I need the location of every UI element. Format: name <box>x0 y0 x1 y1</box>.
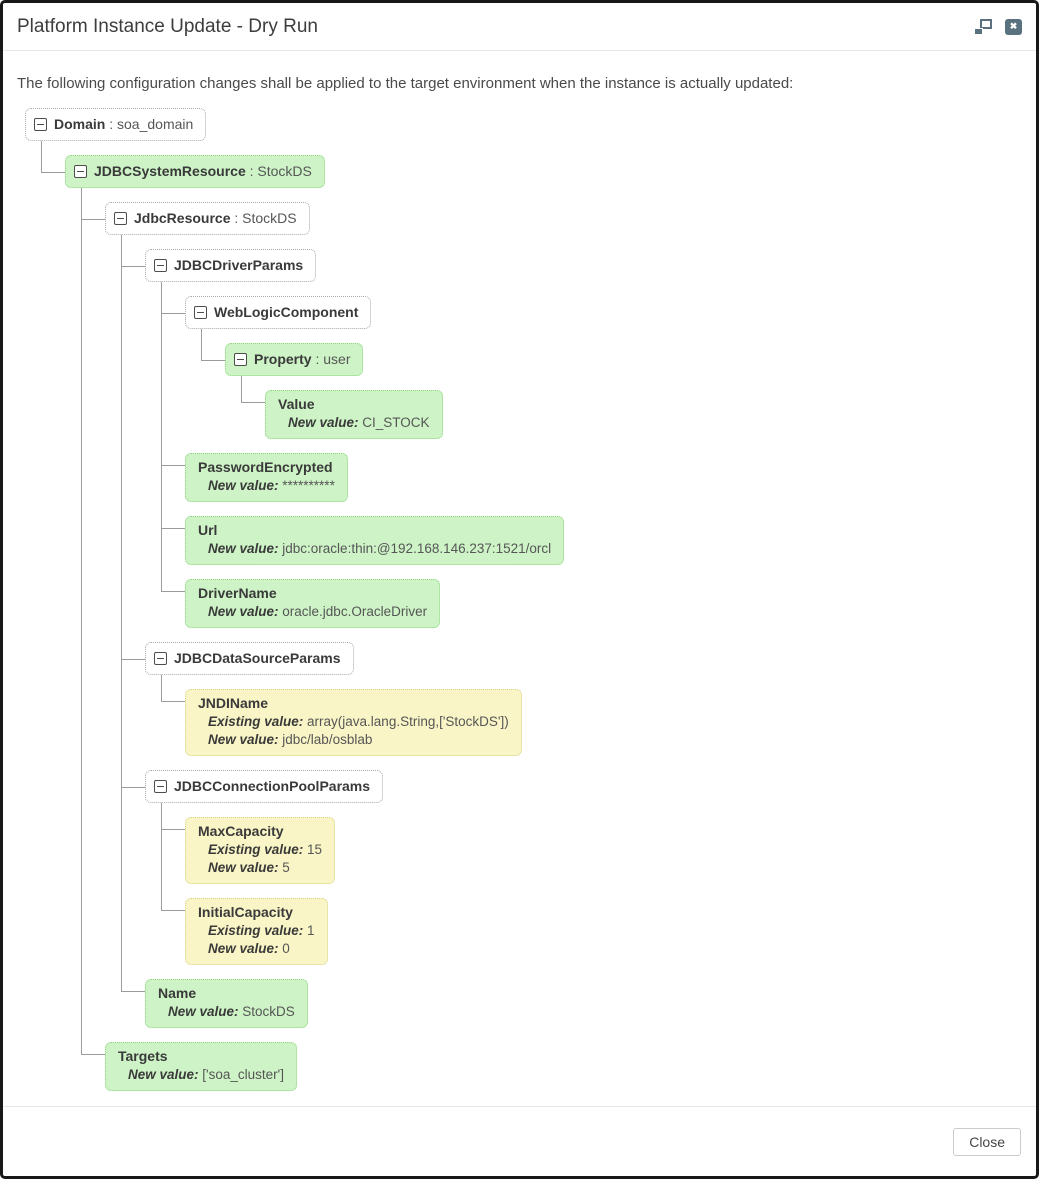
collapse-icon[interactable] <box>234 353 247 366</box>
attribute-name: Name <box>158 985 197 1001</box>
close-button[interactable]: Close <box>953 1128 1021 1156</box>
existing-value-row <box>208 713 509 731</box>
header-actions <box>974 19 1022 35</box>
dialog-title: Platform Instance Update - Dry Run <box>17 15 318 37</box>
collapse-icon[interactable] <box>74 165 87 178</box>
attribute-name: JNDIName <box>198 695 269 711</box>
value-label: Existing value: <box>208 714 304 729</box>
value-label: New value: <box>288 415 359 430</box>
value-label: New value: <box>208 941 279 956</box>
tree-connector-line <box>41 141 42 172</box>
value-text: jdbc/lab/osblab <box>278 732 373 747</box>
node-name: JDBCConnectionPoolParams <box>174 778 371 794</box>
change-tree <box>17 108 1022 1091</box>
tree-node-weblogiccomponent <box>185 296 371 329</box>
tree-connector-line <box>161 591 185 592</box>
tree-connector-line <box>41 172 65 173</box>
new-value-row <box>208 540 551 558</box>
tree-connector-line <box>81 219 105 220</box>
dialog-footer <box>3 1106 1036 1176</box>
tree-node-passwordencrypted <box>185 453 348 502</box>
tree-connector-line <box>161 313 185 314</box>
value-label: New value: <box>208 478 279 493</box>
popout-icon-front-square <box>974 28 983 35</box>
tree-connector-line <box>161 803 162 910</box>
tree-connector-line <box>201 360 225 361</box>
new-value-row <box>208 731 509 749</box>
tree-connector-line <box>121 235 122 991</box>
new-value-row <box>208 603 427 621</box>
value-label: New value: <box>208 860 279 875</box>
value-text: StockDS <box>238 1004 295 1019</box>
tree-connector-line <box>121 659 145 660</box>
node-name: JDBCSystemResource <box>94 163 246 179</box>
value-text: 15 <box>303 842 323 857</box>
tree-node-targets <box>105 1042 297 1091</box>
tree-node-jdbcconnectionpoolparams <box>145 770 383 803</box>
value-text: ['soa_cluster'] <box>198 1067 284 1082</box>
tree-connector-line <box>241 376 242 402</box>
new-value-row <box>168 1003 295 1021</box>
new-value-row <box>208 940 315 958</box>
collapse-icon[interactable] <box>194 306 207 319</box>
tree-connector-line <box>81 188 82 1054</box>
dialog-header <box>3 3 1036 51</box>
value-label: Existing value: <box>208 923 304 938</box>
attribute-name: Targets <box>118 1048 168 1064</box>
attribute-name: DriverName <box>198 585 277 601</box>
value-label: New value: <box>128 1067 199 1082</box>
value-text: oracle.jdbc.OracleDriver <box>278 604 428 619</box>
collapse-icon[interactable] <box>34 118 47 131</box>
value-text: CI_STOCK <box>358 415 430 430</box>
tree-node-drivername <box>185 579 440 628</box>
collapse-icon[interactable] <box>114 212 127 225</box>
tree-connector-line <box>161 829 185 830</box>
tree-node-jdbcdriverparams <box>145 249 316 282</box>
collapse-icon[interactable] <box>154 652 167 665</box>
value-text: array(java.lang.String,['StockDS']) <box>303 714 509 729</box>
existing-value-row <box>208 841 322 859</box>
tree-connector-line <box>121 266 145 267</box>
description-text: The following configuration changes shall be applied to the target environment when the instance is actually updated: <box>17 75 794 92</box>
tree-connector-line <box>161 701 185 702</box>
node-instance-name: : StockDS <box>230 210 297 226</box>
value-text: 5 <box>278 860 290 875</box>
existing-value-row <box>208 922 315 940</box>
node-name: Domain <box>54 116 106 132</box>
tree-connector-line <box>161 282 162 591</box>
attribute-name: InitialCapacity <box>198 904 293 920</box>
new-value-row <box>128 1066 284 1084</box>
value-text: ********** <box>278 478 335 493</box>
value-label: New value: <box>208 604 279 619</box>
node-instance-name: : user <box>311 351 351 367</box>
tree-connector-line <box>161 675 162 701</box>
tree-connector-line <box>161 910 185 911</box>
new-value-row <box>208 859 322 877</box>
attribute-name: Value <box>278 396 315 412</box>
tree-node-jdbcresource <box>105 202 310 235</box>
node-name: JDBCDriverParams <box>174 257 304 273</box>
tree-node-property <box>225 343 363 376</box>
tree-connector-line <box>161 528 185 529</box>
node-instance-name: : soa_domain <box>105 116 194 132</box>
attribute-name: Url <box>198 522 218 538</box>
tree-connector-line <box>241 402 265 403</box>
node-name: JDBCDataSourceParams <box>174 650 341 666</box>
tree-connector-line <box>121 991 145 992</box>
value-label: Existing value: <box>208 842 304 857</box>
node-name: Property <box>254 351 312 367</box>
tree-connector-line <box>81 1054 105 1055</box>
tree-node-name <box>145 979 308 1028</box>
dialog-body <box>3 51 1036 1106</box>
tree-node-maxcapacity <box>185 817 335 884</box>
value-label: New value: <box>208 732 279 747</box>
popout-icon[interactable] <box>974 19 992 35</box>
collapse-icon[interactable] <box>154 780 167 793</box>
collapse-icon[interactable] <box>154 259 167 272</box>
tree-node-jdbcsystemresource <box>65 155 325 188</box>
attribute-name: MaxCapacity <box>198 823 284 839</box>
node-instance-name: : StockDS <box>245 163 312 179</box>
attribute-name: PasswordEncrypted <box>198 459 333 475</box>
tree-node-url <box>185 516 564 565</box>
close-icon[interactable]: ✖ <box>1005 19 1022 35</box>
value-text: 1 <box>303 923 315 938</box>
tree-node-domain <box>25 108 206 141</box>
node-name: WebLogicComponent <box>214 304 359 320</box>
value-label: New value: <box>208 541 279 556</box>
tree-node-value <box>265 390 443 439</box>
value-text: jdbc:oracle:thin:@192.168.146.237:1521/orcl <box>278 541 552 556</box>
new-value-row <box>288 414 430 432</box>
tree-connector-line <box>201 329 202 360</box>
value-label: New value: <box>168 1004 239 1019</box>
value-text: 0 <box>278 941 290 956</box>
node-name: JdbcResource <box>134 210 231 226</box>
new-value-row <box>208 477 335 495</box>
tree-node-initialcapacity <box>185 898 328 965</box>
tree-node-jndiname <box>185 689 522 756</box>
tree-connector-line <box>161 465 185 466</box>
tree-node-jdbcdatasourceparams <box>145 642 354 675</box>
tree-connector-line <box>121 787 145 788</box>
